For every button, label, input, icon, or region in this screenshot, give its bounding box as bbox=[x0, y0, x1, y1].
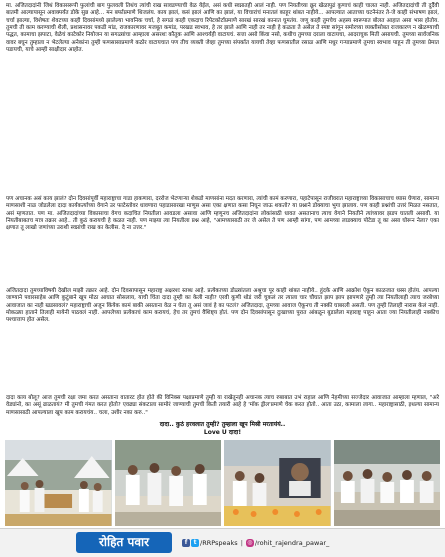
photo-strip bbox=[5, 440, 440, 526]
love-line: Love U दादा! bbox=[203, 429, 242, 436]
brand-logo: रोहित पवार bbox=[76, 532, 172, 553]
article-paragraph-2: पण अचानक असं काय झालं? दोन दिवसांपूर्वी महाराष्ट्राचा गाडा हाकणारा, दररोज भेटणाऱ्या शेकडो माणसांना मदत करणारा, त्यांची कामं करणारा, पहाटेपासून राजीवरात महाराष्ट्राच्या विकासाचाच ध्यास घेणारा, सामान्य माणसाशी नाळ जोडलेला दादा कार्यकर्त्याच्या वेगाने उर फाटेस्तोवर धावणारा पहाडासारखा माणूस असा एका क्षणात कसा निघून जाऊ शकतो? या प्रश्नाने डोक्याचा भुगा झालाय. पण काही प्रश्नांची उत्तरं मिळत नसतात, असं म्हणतात. पण मा. अजितदादांच्या विकासाचा वेगच कदाचित नियतीला आवडला असावा आणि म्हणूनच अजितदादांना लोकांसाठी धावत असतानाच त्याच वेगाने नियतीने त्यांच्यावर झडप घातली असावी. या नियतीबाबतच मात्र तक्रार आहे.. ती कुठं करायची हे कळत नाही. पण माझ्या त्या नियतीला प्रश्न आहे, "आमच्यासाठी तर जे असेल ते पण आम्ही सांगा, पण आमच्या लाडक्याच पोटेडा तू का असा घोरून नेला? एका क्षणात तू लाखो जणांच्या उराशी स्वप्नांची राख का केलीस. दे ना उत्तर." bbox=[6, 196, 439, 232]
photo-gathering-image bbox=[224, 440, 331, 526]
photo-mourners bbox=[115, 440, 222, 526]
article-paragraph-3: अजितदादा तुमच्याविषयी देखील माझी तक्रार आहे. दोन दिवसापासून महाराष्ट्र अक्षरशः स्तब्ध आहे. प्रत्येकाच्या डोळ्यांतला अश्रूचा पूर काही थांबत नाहीये.. हुंदके आणि आक्रोश ऐकून काळजात धस्स होतंय. आपल्या जाण्याने पवारसाहेब आणि कुटुंबाने खूप मोठा आघात सोसलाय, याची चिंता दादा तुम्ही का केली नाही? एरवी कुणी थोडं जरी चुकलं तर त्याला चार चौघात झाप झाप झापणारे तुम्ही त्या नियतीलाही त्याच जरबेच्या आवाजात का नाही खडसावलं? महाराष्ट्राची अजून किंयेक कामं बाकी असताना वेळ न घेता तू असं जावं हे का पटलं? अजितदादा, तुमच्या आवाज ऐकूनच ती नक्की घाबरली असती. पण तुम्ही तिलाही नारास केलं नाही. मोकळ्या हाताने तिलाही मायेनी पाठवलं नाही. आपलेच्या प्रत्येकाचं काम करायचं, हेच तर तुमचं वैशिष्ट्य होतं. पण दोन दिवसांपासून दुःखाच्या पुरात आंबळून बुडालेला महाराष्ट्र पाहून आता ज्या नियतीलाही नक्कीच पश्चात्ताप होत असेल. bbox=[6, 288, 439, 324]
photo-mourners-image bbox=[115, 440, 222, 526]
article-paragraph-1: मा. अजितदादांनी जिथं विकासरूपी फुलांची बाग फुलवली तिथंच त्यांची राख सावडण्याची वेळ येईल, असं कधी स्वप्नातही आलं नाही. पण नियतीच्या क्रूर खेळापुढं कुणाचं काही चालत नाही. अजितदादांची ती दुर्दैवी बातमी आल्यापासून अवाक्पर्यंत डोके सुन्न आहे... मन बर्फाप्रमाणे थिजलंय. काय झालं, कसं झालं आणि का झालं, या विचारांचं मनातलं काहूर थांबत नाहीये... आपल्यात आताच्या घटनेनंतर ते-जे काही संभाषण झालं, चर्चा झाल्या, विशेषतः शेवटच्या काही दिवसांमध्ये झालेल्या भावनिक चर्चा, हे सगळं काही एकदाच रिपेटकोर्टाप्रमाणे सारखं सारखं कानात घुमतंय. जणू काही तुमचेच अहस्य स्वरूपात बोलत आहात असा भास होतोय. तुमची ती काम करण्याची शैली, प्रशासनावर पकडी मांड, राजकारणावर मजबूत कमांड, परखड स्वभाव, हे तर झाले आणि नाही तर नाही हे कळता ते असेल ते स्पष्ट सांगून समोरच्या व्यक्तीसोबत राजकारण न खेळण्याची पद्धत, कामाचा झपाटा, वेळेचं काटेकोर नियोजन या सगळ्यांचा आम्हाला असरशः कौतुक आणि आश्चर्यही वाटायचं. सत्ता असो किंवा नसो, कधीच तुमच्या दराला वाटायचा, आदराचुक मिती असायची. तुमच्या सार्वजनिक वावर बघून तुम्हाला न भेटलेल्या अनेकांना तुम्ही फणसासाप्रमाणे कठोर वाटायचात पण तीच व्यक्ती जेव्हा तुमच्या संपर्कात यायची तेव्हा फणसातील रसाळ आणि मधुर गऱ्याप्रमाणे तुमचा स्वभाव पाहून ती तुमच्या प्रेमात पडायची, याचे आम्ही साक्षीदार आहोत. bbox=[6, 3, 439, 54]
photo-funeral-ceremony bbox=[5, 440, 112, 526]
photo-gathering-portrait bbox=[224, 440, 331, 526]
social-handles bbox=[182, 538, 329, 548]
handle-rrpspeaks[interactable]: /RRPspeaks bbox=[200, 539, 238, 547]
closing-line: दादा.. कुठं हरवलात तुम्ही? तुम्हाला खूप मिस्री मरतायंयं.. bbox=[159, 421, 286, 428]
photo-seated-crowd bbox=[334, 440, 441, 526]
photo-ceremony-image bbox=[5, 440, 112, 526]
footer-bar bbox=[0, 528, 445, 557]
instagram-icon[interactable]: ◎ bbox=[247, 539, 253, 546]
article-paragraph-4: दादा काय बोलू? आज तुमची रक्षा जमा करत असताना वातारट होत होते की विनिक्स पक्षाप्रमाणे तुम्ही या राखेतूनही अचानक त्याच रुबाबात उभं राहाल आणि नेहमीच्या सज्जेदार आवाजात आम्हाला म्हणाल, "अरे वेड्यांनो, का असूं ढाळतायं? मी तुमची गंमत करत होतो? एवढ्या संकटाला सामोरं जाण्याची तुमची किती तयारी आहे हे 'मॉक ड्रील'प्रमाणे चेक करत होतो.. आता उठा, कामाला लागा.. महाराष्ट्रासाठी, इथल्या सामान्य माणसासाठी आपल्याला खूप काम करायचंय.. चला, उशीर नका करु.." bbox=[6, 395, 439, 416]
twitter-icon[interactable]: t bbox=[191, 539, 199, 547]
facebook-icon[interactable]: f bbox=[182, 539, 190, 547]
separator: | bbox=[240, 539, 243, 547]
photo-crowd-image bbox=[334, 440, 441, 526]
handle-instagram[interactable]: /rohit_rajendra_pawar_ bbox=[254, 539, 330, 547]
